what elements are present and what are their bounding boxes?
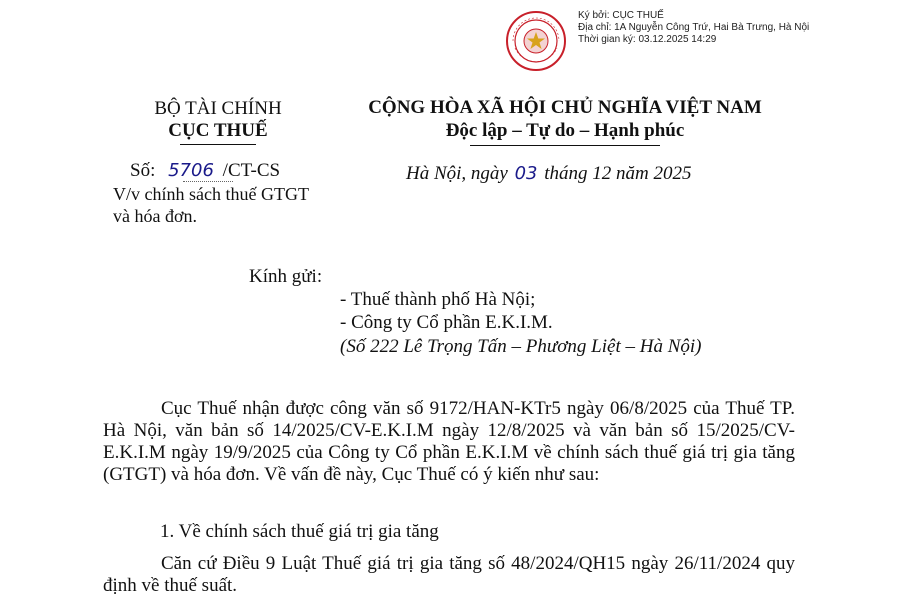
document-date xyxy=(406,163,692,185)
recipient-item: - Thuế thành phố Hà Nội; xyxy=(340,289,536,310)
subject-line-1: V/v chính sách thuế GTGT xyxy=(113,184,309,204)
subject-line-2: và hóa đơn. xyxy=(113,206,197,226)
date-rest: tháng 12 năm 2025 xyxy=(544,163,692,184)
body-paragraph-2-text: Căn cứ Điều 9 Luật Thuế giá trị gia tăng số 48/2024/QH15 ngày 26/11/2024 quy định về thuế suất. xyxy=(103,553,795,596)
signature-time: Thời gian ký: 03.12.2025 14:29 xyxy=(578,34,717,45)
signature-signed-by: Ký bởi: CỤC THUẾ xyxy=(578,10,664,21)
date-day-handwritten: 03 xyxy=(514,163,538,184)
signature-block xyxy=(578,10,893,46)
number-handwritten: 5706 xyxy=(168,160,214,181)
number-dotted-line xyxy=(183,180,233,182)
recipient-item: - Công ty Cổ phần E.K.I.M. xyxy=(340,312,553,333)
body-paragraph-1-text: Cục Thuế nhận được công văn số 9172/HAN-KTr5 ngày 06/8/2025 của Thuế TP. Hà Nội, văn bản số 14/2025/CV-E.K.I.M ngày 12/8/2025 và văn bản số 15/2025/CV-E.K.I.M ngày 19/9/2025 của Công ty Cổ phần E.K.I.M về chính sách thuế giá trị gia tăng (GTGT) và hóa đơn. Về vấn đề này, Cục Thuế có ý kiến như sau: xyxy=(103,398,795,485)
ministry-name: BỘ TÀI CHÍNH xyxy=(154,98,282,119)
number-suffix: /CT-CS xyxy=(222,160,281,181)
number-prefix: Số: xyxy=(130,160,156,181)
date-prefix: Hà Nội, ngày xyxy=(406,163,508,184)
recipients-label: Kính gửi: xyxy=(249,266,323,287)
section-heading-1: 1. Về chính sách thuế giá trị gia tăng xyxy=(160,521,439,542)
body-paragraph-2 xyxy=(103,553,795,597)
department-name: CỤC THUẾ xyxy=(168,120,268,141)
republic-motto: Độc lập – Tự do – Hạnh phúc xyxy=(445,120,685,141)
document-number xyxy=(130,160,280,182)
republic-title: CỘNG HÒA XÃ HỘI CHỦ NGHĨA VIỆT NAM xyxy=(368,97,762,118)
motto-underline xyxy=(470,145,660,146)
department-underline xyxy=(180,144,256,145)
signature-address: Địa chỉ: 1A Nguyễn Công Trứ, Hai Bà Trưng, Hà Nội xyxy=(578,22,810,33)
body-paragraph-1 xyxy=(103,398,795,486)
recipient-address: (Số 222 Lê Trọng Tấn – Phương Liệt – Hà Nội) xyxy=(340,336,702,357)
official-seal-icon xyxy=(505,10,567,72)
